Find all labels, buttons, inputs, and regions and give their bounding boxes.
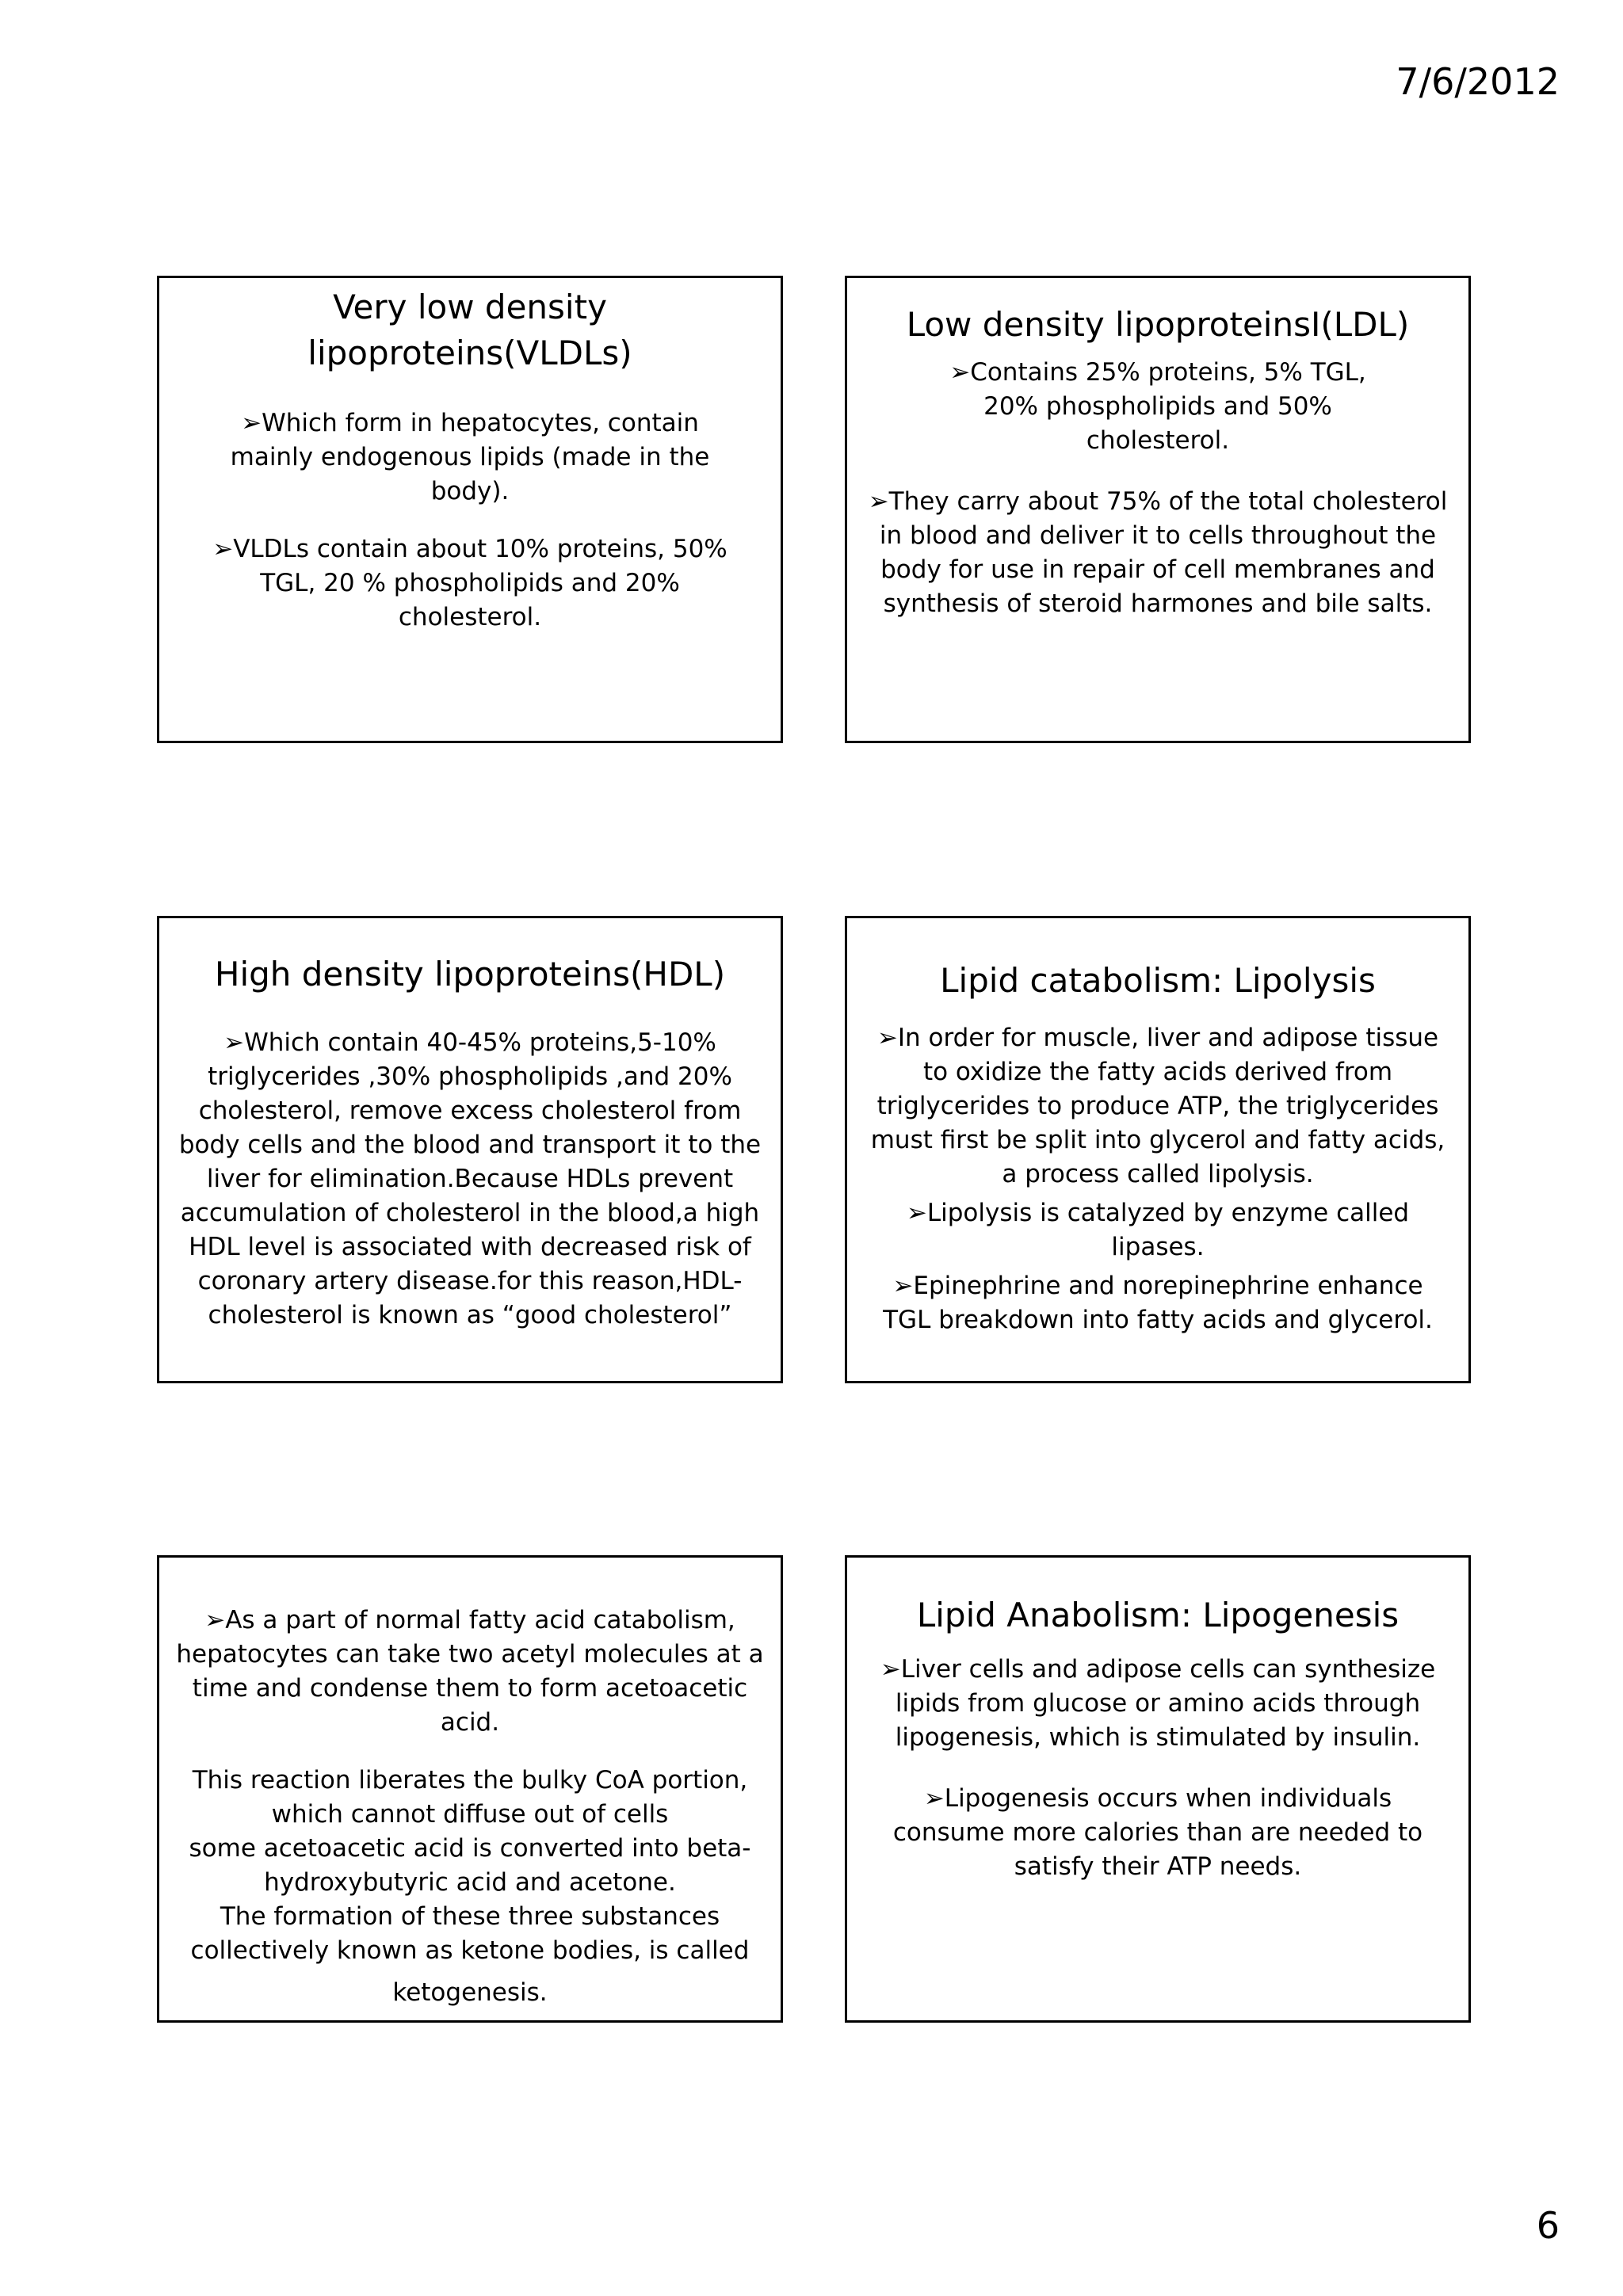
bullet-text: ➢ As a part of normal fatty acid catabolism, hepatocytes can take two acetyl molecules at a time and condense them to form acetoacetic acid. (175, 1604, 765, 1740)
slide-title: High density lipoproteins(HDL) (214, 955, 726, 994)
slide-lipogenesis (845, 1555, 1471, 2023)
body-line: This reaction liberates the bulky CoA portion, (192, 1766, 748, 1794)
slide-hdl (157, 916, 783, 1383)
slide-title: Very low density lipoproteins(VLDLs) (307, 288, 632, 372)
bullet-text: ➢ Liver cells and adipose cells can synthesize lipids from glucose or amino acids through lipogenesis, which is stimulated by insulin. (879, 1653, 1437, 1755)
bullet-text: ➢ Lipogenesis occurs when individuals consume more calories than are needed to satisfy their ATP needs. (879, 1782, 1437, 1884)
bullet-text: ➢ They carry about 75% of the total cholesterol in blood and deliver it to cells throughout the body for use in repair of cell membranes and synthesis of steroid harmones and bile salts. (863, 485, 1453, 621)
bullet-text: ➢ Which contain 40-45% proteins,5-10% triglycerides ,30% phospholipids ,and 20% cholesterol, remove excess cholesterol from body cells and the blood and transport it to the liver for elimination.Because HDLs prevent accumulation of cholesterol in the blood,a high HDL level is associated with decreased risk of coronary artery disease.for this reason,HDL-cholesterol is known as “good cholesterol” (175, 1026, 765, 1333)
slide-title: Lipid catabolism: Lipolysis (940, 961, 1376, 1000)
bullet-text: ➢ Which form in hepatocytes, contain mainly endogenous lipids (made in the body). (207, 406, 733, 509)
body-line: which cannot diffuse out of cells (271, 1800, 669, 1829)
page-number: 6 (1536, 2204, 1560, 2247)
bullet-text: ➢ VLDLs contain about 10% proteins, 50% TGL, 20 % phospholipids and 20% cholesterol. (191, 532, 749, 635)
body-line: hydroxybutyric acid and acetone. (264, 1868, 676, 1897)
bullet-text: ➢ Lipolysis is catalyzed by enzyme called lipases. (863, 1196, 1453, 1264)
body-line: some acetoacetic acid is converted into beta- (189, 1834, 751, 1863)
slide-ketogenesis (157, 1555, 783, 2023)
slide-title: Lipid Anabolism: Lipogenesis (916, 1596, 1400, 1634)
page-date: 7/6/2012 (1396, 60, 1560, 103)
slide-ldl (845, 276, 1471, 743)
bullet-text: ➢ In order for muscle, liver and adipose tissue to oxidize the fatty acids derived from triglycerides to produce ATP, the triglycerides must first be split into glycerol and fatty acids, a process called lipolysis. (863, 1021, 1453, 1192)
slide-title: Low density lipoproteinsI(LDL) (906, 305, 1410, 344)
bullet-text: ➢ Epinephrine and norepinephrine enhance TGL breakdown into fatty acids and glycerol. (879, 1269, 1437, 1337)
slide-lipolysis (845, 916, 1471, 1383)
slide-vldl (157, 276, 783, 743)
body-line: ketogenesis. (392, 1978, 548, 2007)
bullet-text: ➢ Contains 25% proteins, 5% TGL, 20% phospholipids and 50% cholesterol. (918, 356, 1397, 458)
body-line: collectively known as ketone bodies, is called (190, 1936, 750, 1965)
body-line: The formation of these three substances (220, 1902, 720, 1931)
